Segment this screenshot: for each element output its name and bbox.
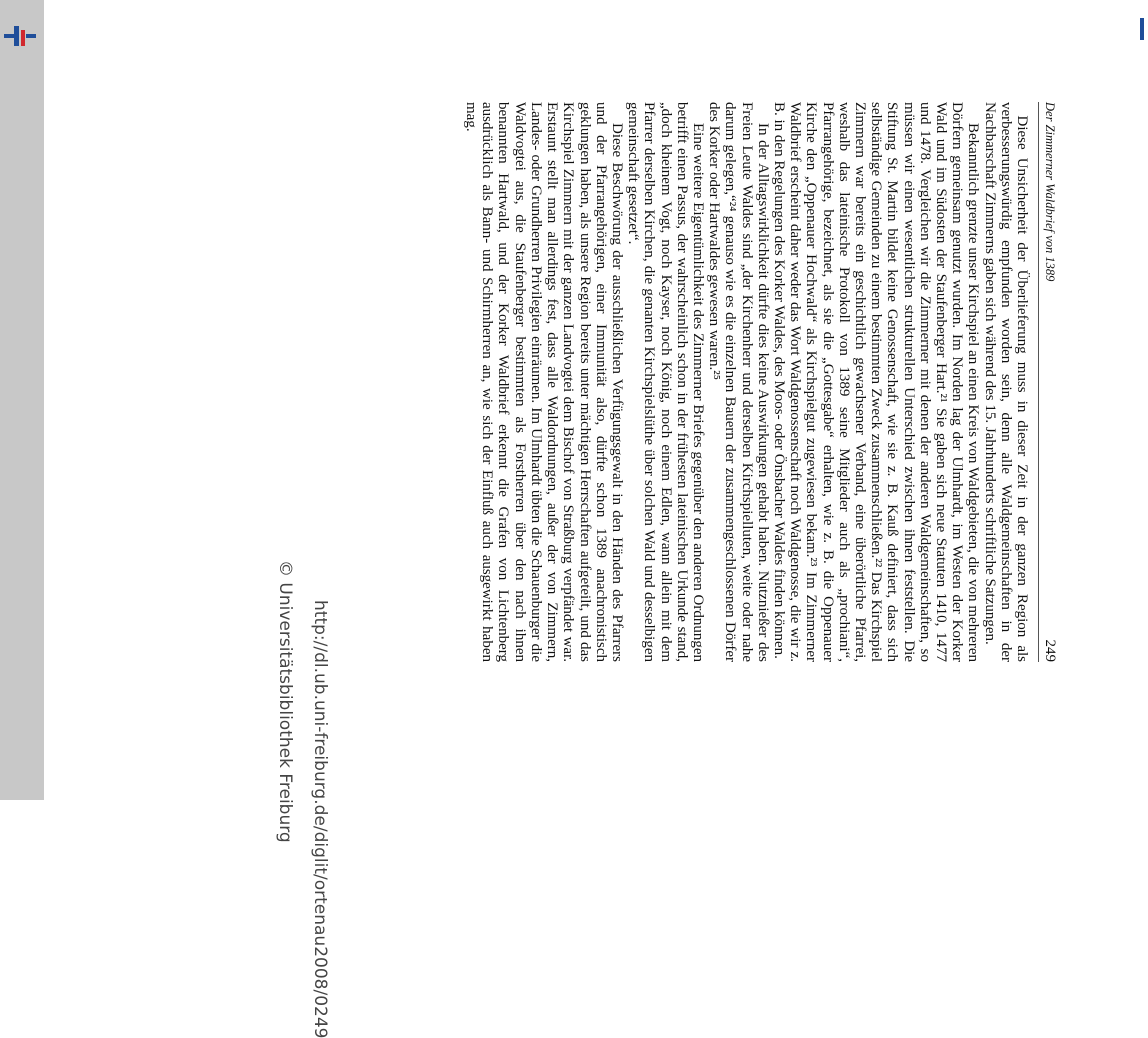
library-logo-icon: [0, 24, 40, 48]
page-number: 249: [1042, 639, 1058, 662]
paragraph-5: Diese Beschwörung der ausschließlichen Verfügungsgewalt in den Händen des Pfarrers und der Pfarrangehörigen, einer Immunität also, dürfte schon 1389 anachronistisch geklungen haben, als unsere Region bereits unter mächtigen Herrschaften aufgeteilt, und das Kirchspiel Zimmern mit der ganzen Landvogtei dem Bischof von Straßburg verpfändet war. Erstaunt stellt man allerdings fest, dass alle Waldordnungen, außer der von Zimmern, Landes- oder Grundherren Privilegien einräumen. Im Ulmhardt übten die Schauenburger die Waldvogtei aus, die Staufenberger bestimmten als Forstherren über den nach ihnen benannten Hartwald, und der Korker Waldbrief erkennt die Grafen von Lichtenberg ausdrücklich als Bann- und Schirmherren an, wie sich der Einfluß auch ausgewirkt haben mag.: [463, 102, 625, 662]
page-header: [1038, 102, 1058, 662]
paragraph-4: Eine weitere Eigentümlichkeit des Zimmerner Briefes gegenüber den anderen Ordnungen betrifft einen Passus, der wahrscheinlich schon in der frühesten lateinischen Urkunde stand, „doch kheinem Vogt, noch Kayser, noch König, noch einem Edlen, wann allein mit dem Pfarrer derselben Kirchen, die genanten Kirchspielslüthe über solchen Wald und desselbigen gemeinschaft gesetzet“.: [625, 102, 706, 662]
paragraph-1: Diese Unsicherheit der Überlieferung muss in dieser Zeit in der ganzen Region als verbesserungswürdig empfunden worden sein, denn alle Waldgemeinschaften in der Nachbarschaft Zimmerns gaben sich während des 15. Jahrhunderts schriftliche Satzungen.: [981, 102, 1030, 662]
watermark-url: http://dl.ub.uni-freiburg.de/diglit/ortenau2008/0249: [310, 600, 330, 1038]
page-edge-mark-icon: [1138, 18, 1148, 40]
paragraph-3: In der Alltagswirklichkeit dürfte dies keine Auswirkungen gehabt haben. Nutznießer des Freien Leute Waldes sind „der Kirchenherr und derselben Kirchspielluten, weite oder nahe darum gelegen,“²⁴ genauso wie es die einzelnen Bauern der zusammengeschlossenen Dörfer des Korker oder Hartwaldes gewesen waren.²⁵: [706, 102, 771, 662]
viewer-sidebar: [0, 0, 44, 800]
watermark-copyright: © Universitätsbibliothek Freiburg: [275, 560, 295, 843]
running-title: Der Zimmerner Waldbrief von 1389: [1043, 102, 1057, 282]
paragraph-2: Bekanntlich grenzte unser Kirchspiel an einen Kreis von Waldgebieten, die von mehreren Dörfern gemeinsam genutzt wurden. Im Norden lag der Ulmhardt, im Westen der Korker Wald und im Südosten der Staufenberger Hart.²¹ Sie gaben sich neue Statuten 1410, 1477 und 1478. Vergleichen wir die Zimmerner mit denen der anderen Waldgemeinschaften, so müssen wir einen wesentlichen strukturellen Unterschied zwischen ihnen feststellen. Die Stiftung St. Martin bildet keine Genossenschaft, wie sie z. B. Kauß definiert, dass sich selbständige Gemeinden zu einem bestimmten Zweck zusammenschließen.²² Das Kirchspiel Zimmern war bereits ein geschichtlich gewachsener Verband, eine überörtliche Pfarrei, weshalb das lateinische Protokoll von 1389 seine Mitglieder auch als „prochiani“, Pfarrangehörige, bezeichnet, als sie die „Gottesgabe“ erhalten, wie z. B. die Oppenauer Kirche den „Oppenauer Hochwald“ als Kirchspielgut zugewiesen bekam.²³ Im Zimmerner Waldbrief erscheint daher weder das Wort Waldgenossenschaft noch Waldgenosse, die wir z. B. in den Regelungen des Korker Waldes, des Moos- oder Önsbacher Waldes finden können.: [770, 102, 982, 662]
document-page: [463, 102, 1058, 662]
